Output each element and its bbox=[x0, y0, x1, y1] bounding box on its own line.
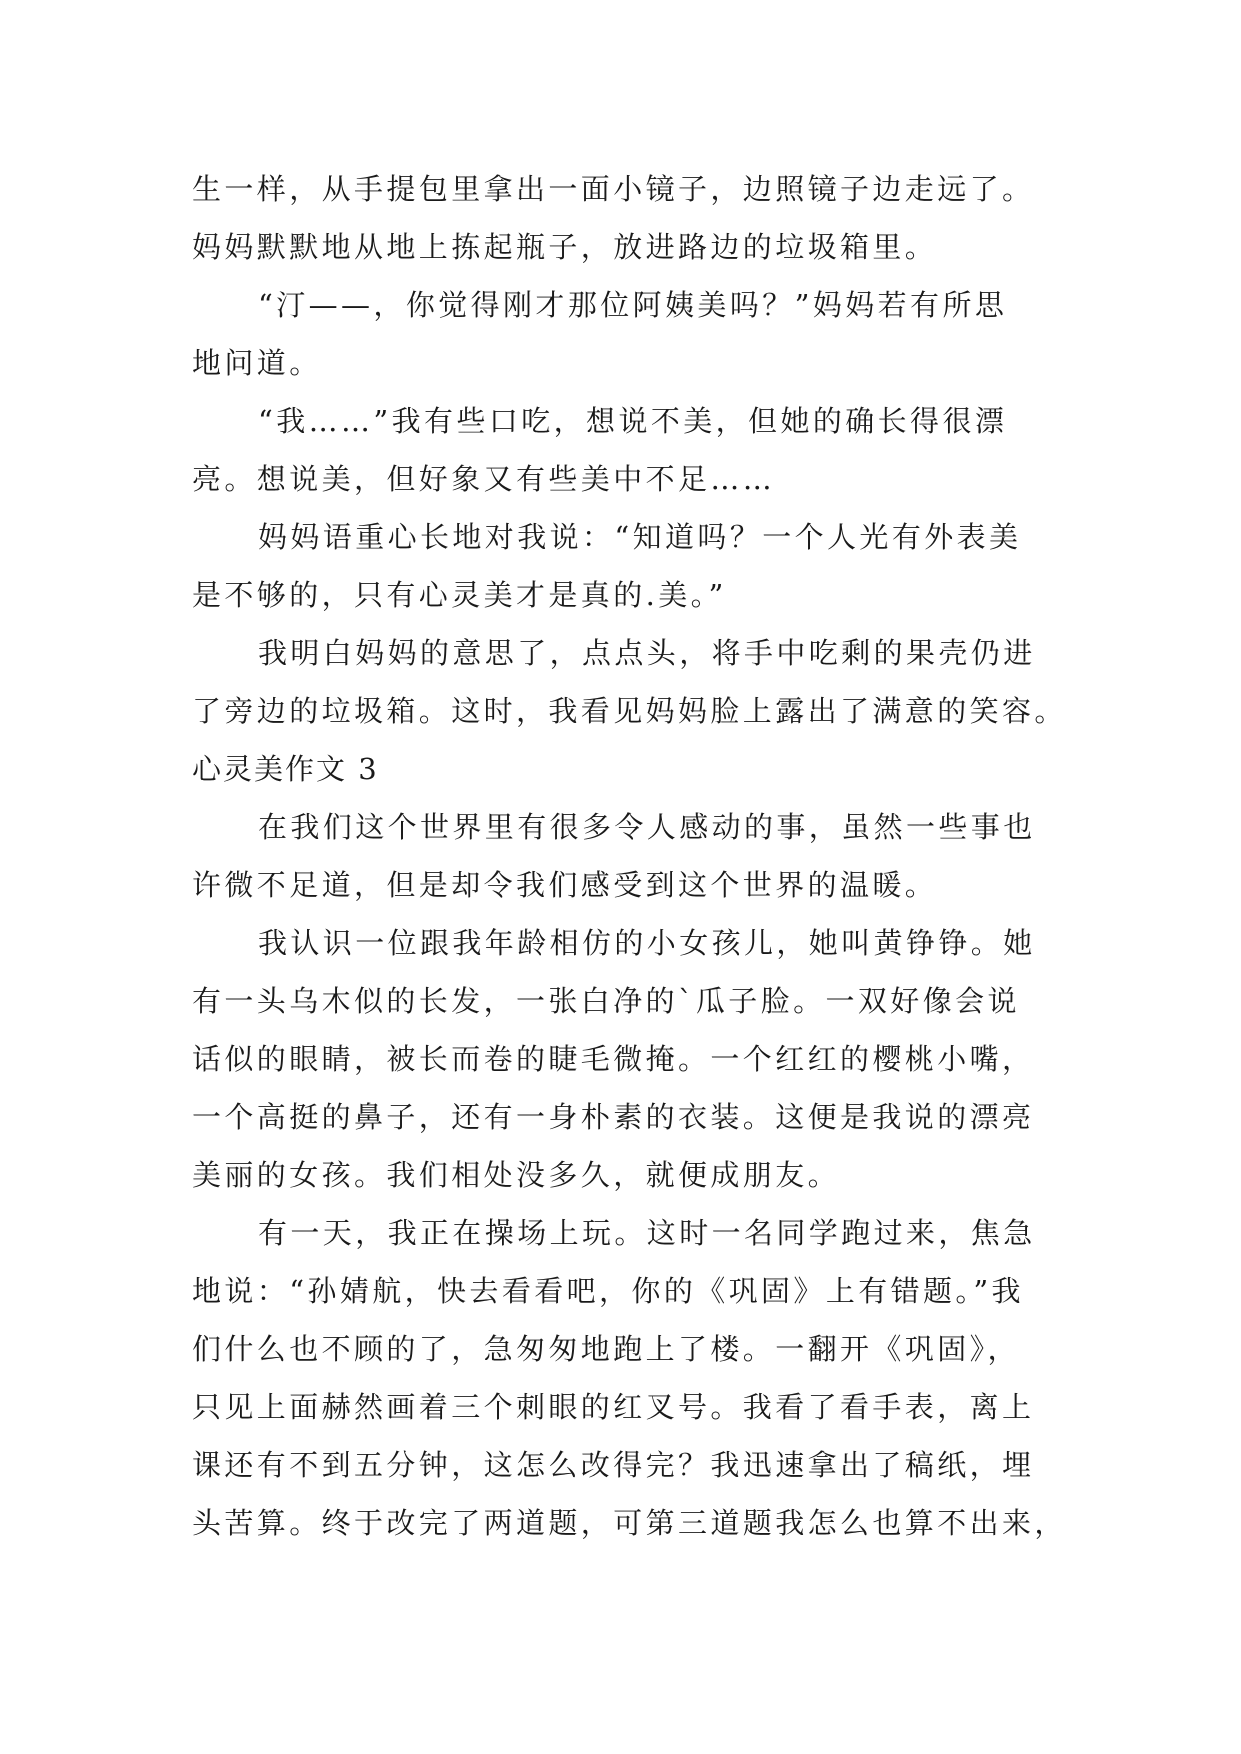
section-heading: 心灵美作文 3 bbox=[192, 752, 379, 786]
text-line: 课还有不到五分钟，这怎么改得完？我迅速拿出了稿纸，埋 bbox=[192, 1448, 1035, 1482]
text-line: 有一天，我正在操场上玩。这时一名同学跑过来，焦急 bbox=[258, 1216, 1036, 1250]
text-line: 地问道。 bbox=[192, 346, 322, 380]
text-line: 一个高挺的鼻子，还有一身朴素的衣装。这便是我说的漂亮 bbox=[192, 1100, 1035, 1134]
text-line: 生一样，从手提包里拿出一面小镜子，边照镜子边走远了。 bbox=[192, 172, 1035, 206]
text-line: 许微不足道，但是却令我们感受到这个世界的温暖。 bbox=[192, 868, 938, 902]
text-line: 妈妈默默地从地上拣起瓶子，放进路边的垃圾箱里。 bbox=[192, 230, 938, 264]
text-line: 我明白妈妈的意思了，点点头，将手中吃剩的果壳仍进 bbox=[258, 636, 1036, 670]
text-line: 亮。想说美，但好象又有些美中不足…… bbox=[192, 462, 776, 496]
text-line: 了旁边的垃圾箱。这时，我看见妈妈脸上露出了满意的笑容。 bbox=[192, 694, 1067, 728]
text-line: “我……”我有些口吃，想说不美，但她的确长得很漂 bbox=[258, 404, 1008, 438]
text-line: 只见上面赫然画着三个刺眼的红叉号。我看了看手表，离上 bbox=[192, 1390, 1035, 1424]
text-line: 有一头乌木似的长发，一张白净的`瓜子脸。一双好像会说 bbox=[192, 984, 1020, 1018]
text-line: 在我们这个世界里有很多令人感动的事，虽然一些事也 bbox=[258, 810, 1036, 844]
text-line: 是不够的，只有心灵美才是真的.美。” bbox=[192, 578, 727, 612]
text-line: 们什么也不顾的了，急匆匆地跑上了楼。一翻开《巩固》， bbox=[192, 1332, 1020, 1366]
text-line: 地说：“孙婧航，快去看看吧，你的《巩固》上有错题。”我 bbox=[192, 1274, 1024, 1308]
text-line: 妈妈语重心长地对我说：“知道吗？一个人光有外表美 bbox=[258, 520, 1022, 554]
text-line: 话似的眼睛，被长而卷的睫毛微掩。一个红红的樱桃小嘴， bbox=[192, 1042, 1035, 1076]
text-line: 美丽的女孩。我们相处没多久，就便成朋友。 bbox=[192, 1158, 841, 1192]
text-line: 我认识一位跟我年龄相仿的小女孩儿，她叫黄铮铮。她 bbox=[258, 926, 1036, 960]
text-line: “汀——，你觉得刚才那位阿姨美吗？”妈妈若有所思 bbox=[258, 288, 1008, 322]
text-line: 头苦算。终于改完了两道题，可第三道题我怎么也算不出来， bbox=[192, 1506, 1067, 1540]
document-page bbox=[192, 160, 1072, 1552]
